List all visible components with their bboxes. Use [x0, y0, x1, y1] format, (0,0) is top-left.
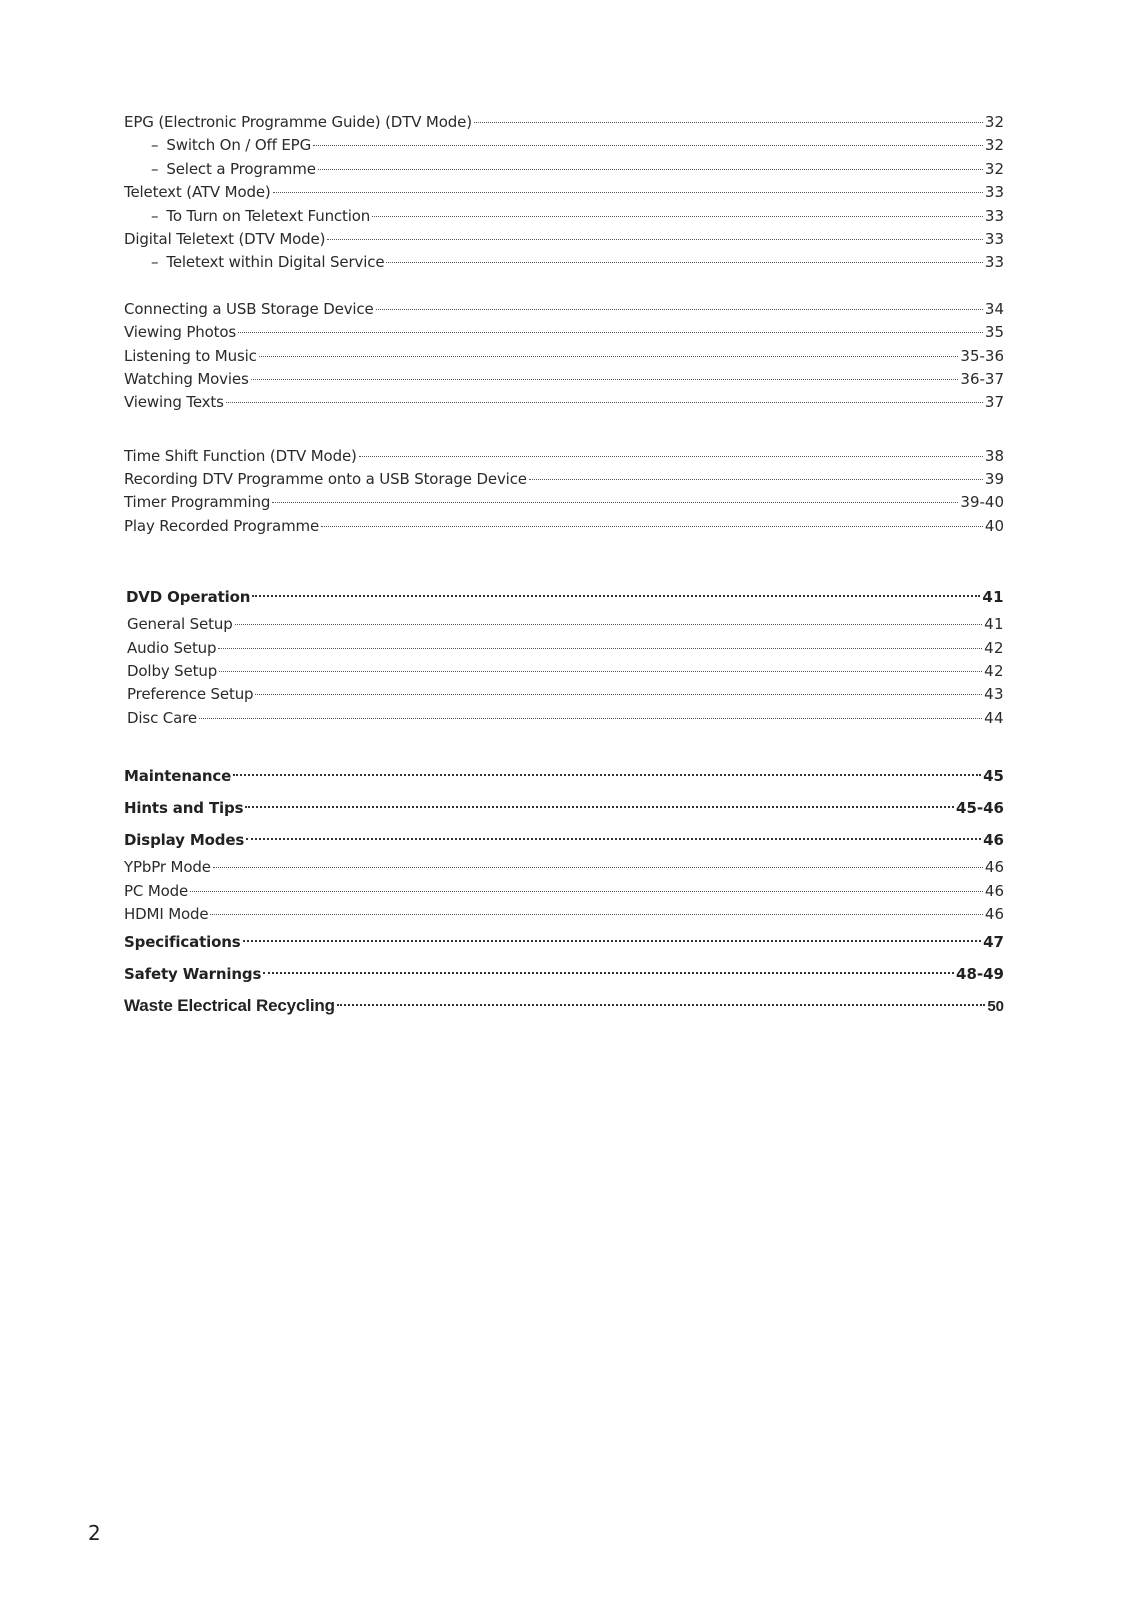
toc-group-display [124, 856, 1004, 926]
toc-page: 45-46 [956, 799, 1004, 818]
leader-dots [255, 693, 982, 695]
leader-dots [318, 168, 983, 170]
leader-dots [263, 971, 954, 974]
toc-subentry[interactable] [124, 134, 1004, 157]
toc-page: 48-49 [956, 965, 1004, 984]
toc-label: YPbPr Mode [124, 858, 211, 877]
toc-label: Listening to Music [124, 346, 257, 365]
toc-subentry[interactable] [124, 158, 1004, 181]
toc-label: Time Shift Function (DTV Mode) [124, 446, 357, 465]
leader-dots [226, 401, 983, 403]
leader-dots [359, 455, 983, 457]
toc-entry[interactable] [124, 856, 1004, 879]
toc-entry[interactable] [124, 613, 1004, 636]
toc-heading-safety-warnings[interactable] [124, 958, 1004, 990]
leader-dots [337, 1003, 985, 1006]
leader-dots [245, 805, 954, 808]
leader-dots [210, 913, 982, 915]
table-of-contents [124, 111, 1004, 1022]
leader-dots [252, 594, 980, 597]
leader-dots [238, 331, 983, 333]
toc-label: Disc Care [127, 708, 197, 727]
toc-page: 45 [983, 767, 1004, 786]
toc-entry[interactable] [124, 445, 1004, 468]
toc-page: 37 [984, 393, 1004, 412]
leader-dots [321, 525, 983, 527]
leader-dots [272, 501, 958, 503]
toc-heading-waste-electrical-recycling[interactable] [124, 990, 1004, 1022]
toc-heading-hints-and-tips[interactable] [124, 792, 1004, 824]
toc-page: 33 [984, 183, 1004, 202]
toc-page: 42 [984, 638, 1004, 657]
leader-dots [190, 890, 983, 892]
toc-label: EPG (Electronic Programme Guide) (DTV Mode) [124, 113, 472, 131]
leader-dots [251, 378, 959, 380]
toc-entry[interactable] [124, 181, 1004, 204]
toc-heading-dvd-operation[interactable] [124, 581, 1004, 613]
toc-label: HDMI Mode [124, 904, 209, 923]
toc-label: Connecting a USB Storage Device [124, 299, 374, 318]
toc-page: 46 [984, 858, 1004, 877]
toc-label: Recording DTV Programme onto a USB Storage Device [124, 470, 527, 489]
leader-dots [327, 238, 983, 240]
toc-entry[interactable] [124, 345, 1004, 368]
leader-dots [474, 121, 983, 123]
toc-entry[interactable] [124, 111, 1004, 134]
leader-dots [259, 355, 959, 357]
toc-label: General Setup [127, 615, 233, 634]
leader-dots [313, 144, 983, 146]
leader-dots [213, 866, 983, 868]
leader-dots [386, 261, 982, 263]
toc-subentry[interactable] [124, 205, 1004, 228]
leader-dots [372, 215, 983, 217]
toc-page: 40 [984, 516, 1004, 535]
toc-label: – To Turn on Teletext Function [124, 205, 370, 228]
toc-group-dvd [124, 613, 1004, 730]
toc-page: 46 [984, 904, 1004, 923]
leader-dots [218, 647, 982, 649]
toc-entry[interactable] [124, 228, 1004, 251]
toc-label: Timer Programming [124, 493, 271, 512]
toc-page: 41 [982, 588, 1004, 607]
toc-heading-display-modes[interactable] [124, 824, 1004, 856]
toc-page: 44 [984, 708, 1004, 727]
toc-label: Play Recorded Programme [124, 516, 320, 535]
toc-label: PC Mode [124, 881, 189, 900]
toc-label: Viewing Photos [124, 323, 237, 342]
toc-page: 46 [983, 831, 1004, 850]
toc-entry[interactable] [124, 683, 1004, 706]
toc-entry[interactable] [124, 903, 1004, 926]
toc-page: 47 [983, 933, 1004, 952]
page-number: 2 [88, 1521, 101, 1545]
leader-dots [233, 773, 981, 776]
toc-label: – Select a Programme [124, 158, 316, 181]
toc-label: Hints and Tips [124, 799, 244, 818]
leader-dots [199, 717, 982, 719]
toc-label: Digital Teletext (DTV Mode) [124, 229, 326, 248]
leader-dots [376, 308, 983, 310]
toc-label: Viewing Texts [124, 393, 224, 412]
toc-label: – Teletext within Digital Service [124, 251, 384, 274]
toc-page: 32 [984, 136, 1004, 155]
toc-label: Waste Electrical Recycling [124, 996, 335, 1016]
toc-page: 33 [984, 206, 1004, 225]
toc-page: 50 [987, 998, 1004, 1016]
toc-subentry[interactable] [124, 251, 1004, 274]
leader-dots [235, 623, 983, 625]
toc-label: DVD Operation [126, 588, 251, 607]
toc-label: Teletext (ATV Mode) [124, 183, 271, 202]
toc-label: – Switch On / Off EPG [124, 134, 311, 157]
toc-label: Display Modes [124, 831, 245, 850]
toc-label: Safety Warnings [124, 965, 262, 984]
toc-heading-specifications[interactable] [124, 926, 1004, 958]
leader-dots [273, 191, 983, 193]
toc-entry[interactable] [124, 491, 1004, 514]
toc-entry[interactable] [124, 515, 1004, 538]
toc-entry[interactable] [124, 468, 1004, 491]
toc-entry[interactable] [124, 660, 1004, 683]
leader-dots [246, 837, 981, 840]
toc-label: Dolby Setup [127, 662, 218, 681]
toc-entry[interactable] [124, 707, 1004, 730]
toc-page: 43 [984, 685, 1004, 704]
toc-page: 36-37 [960, 369, 1004, 388]
toc-page: 34 [984, 299, 1004, 318]
toc-page: 46 [984, 881, 1004, 900]
toc-entry[interactable] [124, 391, 1004, 414]
toc-label: Preference Setup [127, 685, 254, 704]
toc-page: 41 [984, 615, 1004, 634]
toc-group-tv [124, 111, 1004, 275]
toc-group-recording [124, 445, 1004, 539]
toc-heading-maintenance[interactable] [124, 760, 1004, 792]
toc-page: 35 [984, 323, 1004, 342]
toc-label: Audio Setup [127, 638, 217, 657]
toc-page: 32 [984, 113, 1004, 131]
leader-dots [243, 939, 982, 942]
toc-label: Maintenance [124, 767, 232, 786]
toc-page: 33 [984, 253, 1004, 272]
leader-dots [219, 670, 982, 672]
leader-dots [529, 478, 983, 480]
toc-entry[interactable] [124, 880, 1004, 903]
toc-label: Specifications [124, 933, 241, 952]
toc-entry[interactable] [124, 298, 1004, 321]
toc-page: 32 [984, 159, 1004, 178]
toc-page: 39-40 [960, 493, 1004, 512]
toc-page: 39 [984, 470, 1004, 489]
toc-entry[interactable] [124, 637, 1004, 660]
toc-page: 42 [984, 662, 1004, 681]
toc-label: Watching Movies [124, 369, 249, 388]
toc-page: 35-36 [960, 346, 1004, 365]
toc-page: 33 [984, 229, 1004, 248]
toc-page: 38 [984, 446, 1004, 465]
toc-group-usb [124, 298, 1004, 415]
toc-entry[interactable] [124, 321, 1004, 344]
toc-entry[interactable] [124, 368, 1004, 391]
